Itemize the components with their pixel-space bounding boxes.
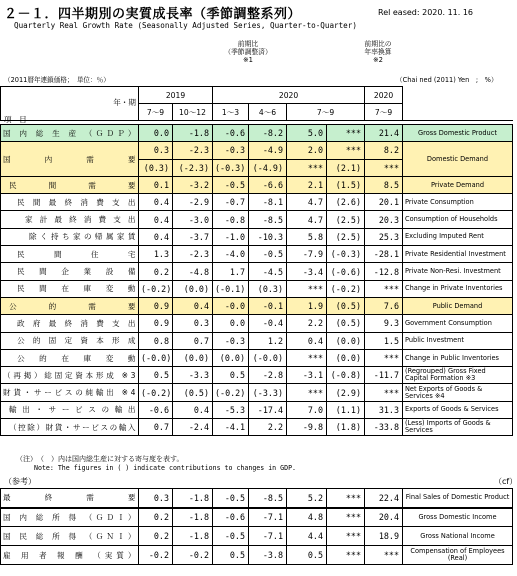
- table-cell: 9.3: [365, 315, 403, 332]
- table-cell: 8.2: [365, 142, 403, 159]
- row-label: 公 的 固 定 資 本 形 成: [1, 332, 139, 349]
- row-label: 財貨・サービスの純輸出 ※4: [1, 384, 139, 401]
- table-cell: -0.0: [213, 297, 249, 314]
- row-label-en: Private Demand: [403, 176, 513, 193]
- table-cell: 1.7: [213, 263, 249, 280]
- table-cell: -2.3: [173, 246, 213, 263]
- table-cell: 0.3: [173, 315, 213, 332]
- period-col: 7～9: [287, 104, 365, 121]
- table-cell: -0.5: [249, 246, 287, 263]
- table-cell: -8.2: [249, 125, 287, 142]
- row-label-en: Compensation of Employees (Real): [403, 546, 513, 565]
- table-cell: (-0.0): [249, 349, 287, 366]
- table-cell: -1.8: [173, 489, 213, 508]
- row-label-en: Private Consumption: [403, 194, 513, 211]
- row-label: 民 間 需 要: [1, 176, 139, 193]
- table-cell: -1.8: [173, 527, 213, 546]
- table-row: [1, 384, 513, 401]
- row-label-en: Excluding Imputed Rent: [403, 228, 513, 245]
- table-cell: 0.4: [139, 211, 173, 228]
- yoy-note: 前期比の 年率換算 ※2: [364, 40, 392, 64]
- ref-table-row: [1, 527, 513, 546]
- table-cell: 0.5: [287, 546, 327, 565]
- table-row: [1, 401, 513, 418]
- table-cell: 0.5: [213, 546, 249, 565]
- table-cell: (0.5): [327, 315, 365, 332]
- row-label-en: Private Residential Investment: [403, 246, 513, 263]
- footnote-jp: （注） （ ）内は国内総生産に対する寄与度を表す。: [16, 455, 184, 463]
- table-cell: (-0.2): [327, 280, 365, 297]
- table-cell: -3.0: [173, 211, 213, 228]
- table-cell: (-2.3): [173, 159, 213, 176]
- table-cell: 0.8: [139, 332, 173, 349]
- table-cell: 21.4: [365, 125, 403, 142]
- table-cell: (1.1): [327, 401, 365, 418]
- row-label-en: Change in Private Inventories: [403, 280, 513, 297]
- table-cell: -0.6: [213, 125, 249, 142]
- table-cell: ***: [287, 384, 327, 401]
- period-col: 10～12: [173, 104, 213, 121]
- row-label-en: (Less) Imports of Goods & Services: [403, 419, 513, 436]
- table-cell: ***: [287, 159, 327, 176]
- table-row: [1, 315, 513, 332]
- units-left: （2011暦年連鎖価格； 単位：％）: [4, 76, 110, 84]
- table-cell: ***: [365, 280, 403, 297]
- table-cell: (2.6): [327, 194, 365, 211]
- table-cell: (-0.3): [213, 159, 249, 176]
- table-cell: ***: [365, 384, 403, 401]
- row-label-en: Gross Domestic Income: [403, 508, 513, 527]
- table-cell: -33.8: [365, 419, 403, 436]
- table-cell: 2.2: [287, 315, 327, 332]
- row-label-en: Public Demand: [403, 297, 513, 314]
- footnote-en: Note: The figures in ( ) indicate contributions to changes in GDP.: [34, 464, 297, 472]
- table-cell: -0.5: [213, 489, 249, 508]
- row-label-en: Exports of Goods & Services: [403, 401, 513, 418]
- table-cell: 18.9: [365, 527, 403, 546]
- table-cell: -0.5: [213, 176, 249, 193]
- table-cell: (2.1): [327, 159, 365, 176]
- table-cell: -2.8: [249, 367, 287, 384]
- table-cell: (0.0): [327, 349, 365, 366]
- table-cell: ***: [365, 546, 403, 565]
- table-cell: (-0.8): [327, 367, 365, 384]
- table-cell: -4.9: [249, 142, 287, 159]
- table-row: [1, 297, 513, 314]
- table-cell: (-3.3): [249, 384, 287, 401]
- period-col: 7～9: [365, 104, 403, 121]
- table-cell: ***: [327, 527, 365, 546]
- row-label: 輸 出 ・ サ ー ビ ス の 輸 出: [1, 401, 139, 418]
- header-2020: 2020: [213, 87, 365, 104]
- row-label: 国 内 需 要: [1, 142, 139, 177]
- table-cell: 7.6: [365, 297, 403, 314]
- growth-table: [0, 86, 513, 121]
- header-2020-annual: 2020: [365, 87, 403, 104]
- table-cell: 31.3: [365, 401, 403, 418]
- table-cell: -3.4: [287, 263, 327, 280]
- table-cell: -0.2: [139, 546, 173, 565]
- row-label-en: Change in Public Inventories: [403, 349, 513, 366]
- cf-label: （cf）: [494, 477, 517, 486]
- table-cell: -4.1: [213, 419, 249, 436]
- table-cell: 0.4: [173, 401, 213, 418]
- table-row: [1, 349, 513, 366]
- row-label-en: Consumption of Households: [403, 211, 513, 228]
- table-cell: 0.3: [139, 142, 173, 159]
- table-cell: -6.6: [249, 176, 287, 193]
- table-cell: 0.2: [139, 263, 173, 280]
- table-row: [1, 228, 513, 245]
- table-cell: -1.8: [173, 508, 213, 527]
- table-row: [1, 263, 513, 280]
- table-cell: (0.3): [139, 159, 173, 176]
- table-cell: -7.1: [249, 527, 287, 546]
- table-cell: -11.7: [365, 367, 403, 384]
- table-cell: (0.0): [173, 280, 213, 297]
- row-label: 民 間 住 宅: [1, 246, 139, 263]
- table-cell: 22.4: [365, 489, 403, 508]
- table-row: [1, 246, 513, 263]
- row-label-en: Final Sales of Domestic Product: [403, 489, 513, 508]
- table-row: [1, 332, 513, 349]
- table-cell: 4.7: [287, 194, 327, 211]
- table-cell: -8.5: [249, 211, 287, 228]
- table-cell: 20.3: [365, 211, 403, 228]
- table-cell: (0.3): [249, 280, 287, 297]
- table-cell: -0.1: [249, 297, 287, 314]
- row-label: 民 間 最 終 消 費 支 出: [1, 194, 139, 211]
- table-cell: (-4.9): [249, 159, 287, 176]
- row-label: 国 内 総 生 産 （ＧＤＰ）: [1, 125, 139, 142]
- table-cell: ***: [365, 349, 403, 366]
- table-row: [1, 194, 513, 211]
- ref-table-row: [1, 489, 513, 508]
- table-cell: 0.1: [139, 176, 173, 193]
- reference-table: [0, 488, 513, 565]
- table-cell: 0.4: [287, 332, 327, 349]
- period-col: 7～9: [139, 104, 173, 121]
- table-cell: -3.7: [173, 228, 213, 245]
- table-cell: (-0.3): [327, 246, 365, 263]
- table-cell: 0.4: [139, 228, 173, 245]
- table-cell: -1.8: [173, 125, 213, 142]
- table-cell: -10.3: [249, 228, 287, 245]
- table-cell: -1.0: [213, 228, 249, 245]
- table-cell: 0.0: [139, 125, 173, 142]
- table-cell: ***: [327, 489, 365, 508]
- table-cell: -3.3: [173, 367, 213, 384]
- table-cell: (-0.2): [213, 384, 249, 401]
- table-cell: 0.7: [173, 332, 213, 349]
- table-cell: -0.7: [213, 194, 249, 211]
- table-cell: -3.1: [287, 367, 327, 384]
- row-label-en: Private Non-Resi. Investment: [403, 263, 513, 280]
- table-cell: -0.3: [213, 142, 249, 159]
- table-row: [1, 419, 513, 436]
- table-cell: 0.2: [139, 508, 173, 527]
- row-label: 家 計 最 終 消 費 支 出: [1, 211, 139, 228]
- header-year-period: 年・期: [1, 87, 139, 121]
- table-cell: 8.5: [365, 176, 403, 193]
- table-cell: -2.4: [173, 419, 213, 436]
- table-cell: (0.0): [327, 332, 365, 349]
- table-cell: -0.6: [213, 508, 249, 527]
- table-cell: -7.1: [249, 508, 287, 527]
- table-cell: ***: [327, 142, 365, 159]
- row-label-en: Domestic Demand: [403, 142, 513, 177]
- table-cell: 1.3: [139, 246, 173, 263]
- table-cell: 2.1: [287, 176, 327, 193]
- row-label: 最 終 需 要: [1, 489, 139, 508]
- table-cell: (0.0): [213, 349, 249, 366]
- table-cell: 4.4: [287, 527, 327, 546]
- table-cell: 4.8: [287, 508, 327, 527]
- table-cell: (2.9): [327, 384, 365, 401]
- table-cell: 0.0: [213, 315, 249, 332]
- table-cell: 20.1: [365, 194, 403, 211]
- table-cell: ***: [365, 159, 403, 176]
- ref-table-row: [1, 508, 513, 527]
- table-cell: 5.8: [287, 228, 327, 245]
- row-label: 公 的 在 庫 変 動: [1, 349, 139, 366]
- table-row: [1, 142, 513, 159]
- table-cell: (-0.1): [213, 280, 249, 297]
- row-label: 民 間 企 業 設 備: [1, 263, 139, 280]
- table-cell: -0.5: [213, 527, 249, 546]
- table-cell: -5.3: [213, 401, 249, 418]
- table-cell: ***: [287, 349, 327, 366]
- table-cell: (-0.0): [139, 349, 173, 366]
- ref-table-row: [1, 546, 513, 565]
- table-cell: -4.0: [213, 246, 249, 263]
- table-cell: -28.1: [365, 246, 403, 263]
- table-cell: (1.5): [327, 176, 365, 193]
- row-label-en: (Regrouped) Gross Fixed Capital Formation ※3: [403, 367, 513, 384]
- table-cell: (0.0): [173, 349, 213, 366]
- table-cell: 2.2: [249, 419, 287, 436]
- table-cell: -2.3: [173, 142, 213, 159]
- table-cell: -8.5: [249, 489, 287, 508]
- table-cell: 1.5: [365, 332, 403, 349]
- table-row: [1, 367, 513, 384]
- table-cell: 0.2: [139, 527, 173, 546]
- table-cell: 0.5: [213, 367, 249, 384]
- reference-label: （参考）: [4, 477, 36, 486]
- table-cell: 4.7: [287, 211, 327, 228]
- qoq-note: 前期比 （季節調整済） ※1: [224, 40, 272, 64]
- row-label: （再掲）総固定資本形成 ※3: [1, 367, 139, 384]
- row-label-en: Public Investment: [403, 332, 513, 349]
- table-cell: -0.3: [213, 332, 249, 349]
- table-cell: -0.2: [173, 546, 213, 565]
- table-cell: -4.5: [249, 263, 287, 280]
- growth-table-body: [0, 124, 513, 436]
- table-cell: 5.2: [287, 489, 327, 508]
- table-cell: (1.8): [327, 419, 365, 436]
- header-item: 項 目: [4, 115, 27, 124]
- table-cell: -2.9: [173, 194, 213, 211]
- table-cell: (-0.2): [139, 384, 173, 401]
- row-label: 国 内 総 所 得 （ＧＤＩ）: [1, 508, 139, 527]
- table-cell: 0.7: [139, 419, 173, 436]
- table-cell: (2.5): [327, 211, 365, 228]
- table-cell: 1.2: [249, 332, 287, 349]
- row-label: 公 的 需 要: [1, 297, 139, 314]
- table-cell: -3.8: [249, 546, 287, 565]
- table-row: [1, 125, 513, 142]
- table-cell: ***: [327, 508, 365, 527]
- table-cell: -17.4: [249, 401, 287, 418]
- table-cell: -0.6: [139, 401, 173, 418]
- period-col: 1～3: [213, 104, 249, 121]
- table-row: [1, 211, 513, 228]
- table-cell: ***: [327, 125, 365, 142]
- table-cell: 7.0: [287, 401, 327, 418]
- row-label-en: Gross National Income: [403, 527, 513, 546]
- row-label-en: Government Consumption: [403, 315, 513, 332]
- table-cell: 1.9: [287, 297, 327, 314]
- header-2019: 2019: [139, 87, 213, 104]
- table-cell: (-0.2): [139, 280, 173, 297]
- row-label-en: Net Exports of Goods & Services ※4: [403, 384, 513, 401]
- table-cell: (2.5): [327, 228, 365, 245]
- table-cell: 25.3: [365, 228, 403, 245]
- period-col: 4～6: [249, 104, 287, 121]
- table-cell: -0.8: [213, 211, 249, 228]
- row-label: 除く持ち家の帰属家賃: [1, 228, 139, 245]
- table-cell: 0.4: [139, 194, 173, 211]
- table-cell: ***: [287, 280, 327, 297]
- table-cell: -9.8: [287, 419, 327, 436]
- page-subtitle: Quarterly Real Growth Rate (Seasonally Adjusted Series, Quarter-to-Quarter): [14, 21, 357, 30]
- table-cell: (0.5): [173, 384, 213, 401]
- table-row: [1, 280, 513, 297]
- table-cell: 2.0: [287, 142, 327, 159]
- table-cell: -4.8: [173, 263, 213, 280]
- table-cell: -7.9: [287, 246, 327, 263]
- page-title: ２－１．四半期別の実質成長率（季節調整系列）: [4, 7, 302, 22]
- table-cell: (-0.6): [327, 263, 365, 280]
- table-cell: 0.9: [139, 297, 173, 314]
- table-cell: -3.2: [173, 176, 213, 193]
- row-label-en: Gross Domestic Product: [403, 125, 513, 142]
- table-cell: 0.5: [139, 367, 173, 384]
- release-date: Rel eased: 2020. 11. 16: [378, 8, 474, 17]
- row-label: 民 間 在 庫 変 動: [1, 280, 139, 297]
- table-cell: 0.3: [139, 489, 173, 508]
- row-label: 国 民 総 所 得 （ＧＮＩ）: [1, 527, 139, 546]
- table-cell: ***: [327, 546, 365, 565]
- row-label: （控除）財貨・サービスの輸入: [1, 419, 139, 436]
- table-cell: 0.4: [173, 297, 213, 314]
- table-cell: -0.4: [249, 315, 287, 332]
- table-row: [1, 176, 513, 193]
- row-label: 雇 用 者 報 酬 （実質）: [1, 546, 139, 565]
- table-cell: (0.5): [327, 297, 365, 314]
- table-cell: -12.8: [365, 263, 403, 280]
- table-cell: 0.9: [139, 315, 173, 332]
- table-cell: 20.4: [365, 508, 403, 527]
- table-cell: 5.0: [287, 125, 327, 142]
- table-cell: -8.1: [249, 194, 287, 211]
- row-label: 政 府 最 終 消 費 支 出: [1, 315, 139, 332]
- units-right: （Chai ned (2011) Yen ; %）: [396, 76, 498, 84]
